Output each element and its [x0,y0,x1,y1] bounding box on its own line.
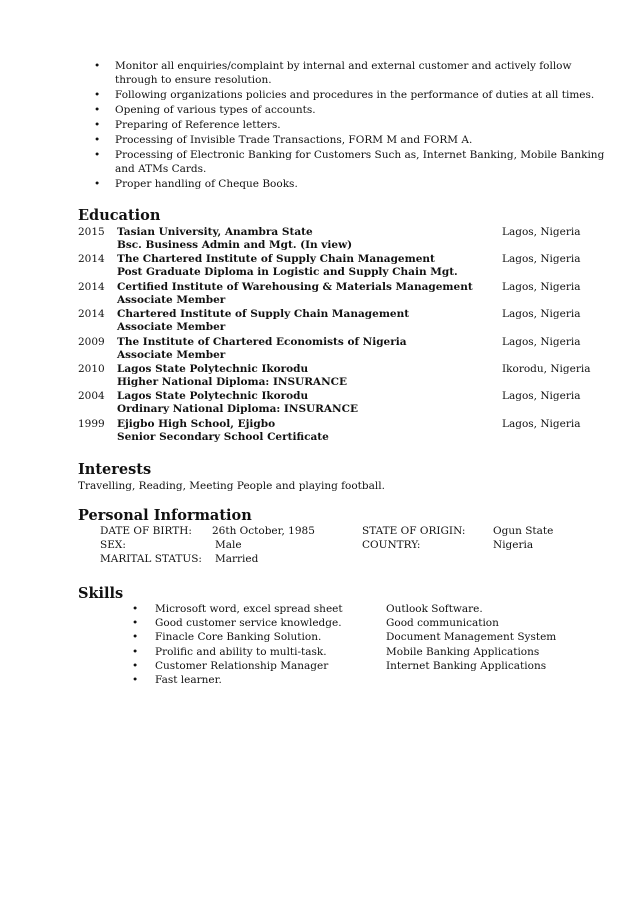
bullet: • [94,60,101,72]
personal-info [100,524,600,568]
education-qualification: Senior Secondary School Certificate [117,430,329,443]
interests-text: Travelling, Reading, Meeting People and playing football. [78,480,385,492]
sex-value: Male [215,539,242,551]
skill-item: Good communication [386,617,499,630]
education-institution: Lagos State Polytechnic Ikorodu [117,362,309,375]
education-location: Lagos, Nigeria [502,390,581,403]
state-of-origin-value: Ogun State [493,525,554,537]
education-qualification: Associate Member [117,321,226,334]
skills-list [132,602,612,687]
education-institution: The Chartered Institute of Supply Chain Management [117,253,435,266]
education-row [78,335,598,362]
skill-item: Fast learner. [155,673,222,686]
education-year: 1999 [78,417,105,430]
bullet: • [94,104,101,116]
skill-item: Prolific and ability to multi-task. [155,645,327,658]
education-heading: Education [78,207,161,224]
education-institution: Lagos State Polytechnic Ikorodu [117,390,309,403]
education-year: 2015 [78,226,105,238]
education-row [78,252,598,279]
education-row [78,280,598,307]
education-qualification: Associate Member [117,293,226,306]
education-location: Lagos, Nigeria [502,280,581,293]
skill-row [132,659,612,673]
education-location: Lagos, Nigeria [502,253,581,266]
skill-item: Internet Banking Applications [386,659,547,672]
duty-item: • Processing of Electronic Banking for Customers Such as, Internet Banking, Mobile Banking and ATMs Cards. [94,149,605,175]
education-year: 2010 [78,362,105,375]
skill-row [132,630,612,644]
skill-item: Good customer service knowledge. [155,617,342,630]
bullet: • [132,645,139,658]
skill-item: Document Management System [386,631,557,644]
education-year: 2014 [78,308,105,321]
duties-list [94,59,614,192]
education-qualification: Post Graduate Diploma in Logistic and Supply Chain Mgt. [117,266,458,279]
skill-row [132,645,612,659]
marital-status-label: MARITAL STATUS: [100,553,202,565]
bullet: • [94,178,101,190]
skill-item: Customer Relationship Manager [155,659,329,672]
education-year: 2014 [78,280,105,293]
education-institution: Certified Institute of Warehousing & Materials Management [117,280,473,293]
sex-label: SEX: [100,539,126,551]
skills-heading: Skills [78,585,124,602]
bullet: • [94,119,101,131]
duty-item: • Proper handling of Cheque Books. [94,178,298,190]
bullet: • [94,134,101,146]
education-institution: The Institute of Chartered Economists of Nigeria [117,335,407,348]
education-location: Lagos, Nigeria [502,308,581,321]
bullet: • [132,631,139,644]
skill-row [132,616,612,630]
bullet: • [132,603,139,615]
state-of-origin-label: STATE OF ORIGIN: [362,525,466,537]
education-institution: Tasian University, Anambra State [117,226,313,238]
education-year: 2009 [78,335,105,348]
country-label: COUNTRY: [362,539,421,551]
education-institution: Ejigbo High School, Ejigbo [117,417,276,430]
education-row [78,362,598,389]
education-row [78,307,598,334]
education-qualification: Ordinary National Diploma: INSURANCE [117,403,359,416]
education-location: Lagos, Nigeria [502,226,581,238]
education-year: 2014 [78,253,105,266]
country-value: Nigeria [493,539,534,551]
education-institution: Chartered Institute of Supply Chain Management [117,308,410,321]
bullet: • [132,659,139,672]
duty-item: • Monitor all enquiries/complaint by internal and external customer and actively follow through to ensure resolution. [94,60,572,86]
bullet: • [132,673,139,686]
duty-item: • Opening of various types of accounts. [94,104,316,116]
bullet: • [132,617,139,630]
skill-item: Microsoft word, excel spread sheet [155,603,343,615]
skill-row [132,602,612,616]
education-location: Lagos, Nigeria [502,335,581,348]
interests-heading: Interests [78,461,152,478]
duty-item: • Following organizations policies and procedures in the performance of duties at all times. [94,89,595,101]
education-location: Ikorodu, Nigeria [502,362,591,375]
education-row [78,389,598,416]
education-year: 2004 [78,390,105,403]
education-qualification: Associate Member [117,348,226,361]
bullet: • [94,89,101,101]
marital-status-value: Married [215,553,259,565]
skill-item: Finacle Core Banking Solution. [155,631,322,644]
skill-row [132,673,612,687]
duty-item: • Preparing of Reference letters. [94,119,281,131]
skill-item: Outlook Software. [386,603,483,615]
education-location: Lagos, Nigeria [502,417,581,430]
education-qualification: Higher National Diploma: INSURANCE [117,375,348,388]
education-row [78,225,598,252]
education-qualification: Bsc. Business Admin and Mgt. (In view) [117,239,353,251]
bullet: • [94,149,101,161]
skill-item: Mobile Banking Applications [386,645,540,658]
dob-value: 26th October, 1985 [212,525,315,537]
personal-info-heading: Personal Information [78,507,252,524]
duty-item: • Processing of Invisible Trade Transactions, FORM M and FORM A. [94,134,473,146]
education-table [78,225,598,444]
education-row [78,417,598,444]
dob-label: DATE OF BIRTH: [100,525,192,537]
